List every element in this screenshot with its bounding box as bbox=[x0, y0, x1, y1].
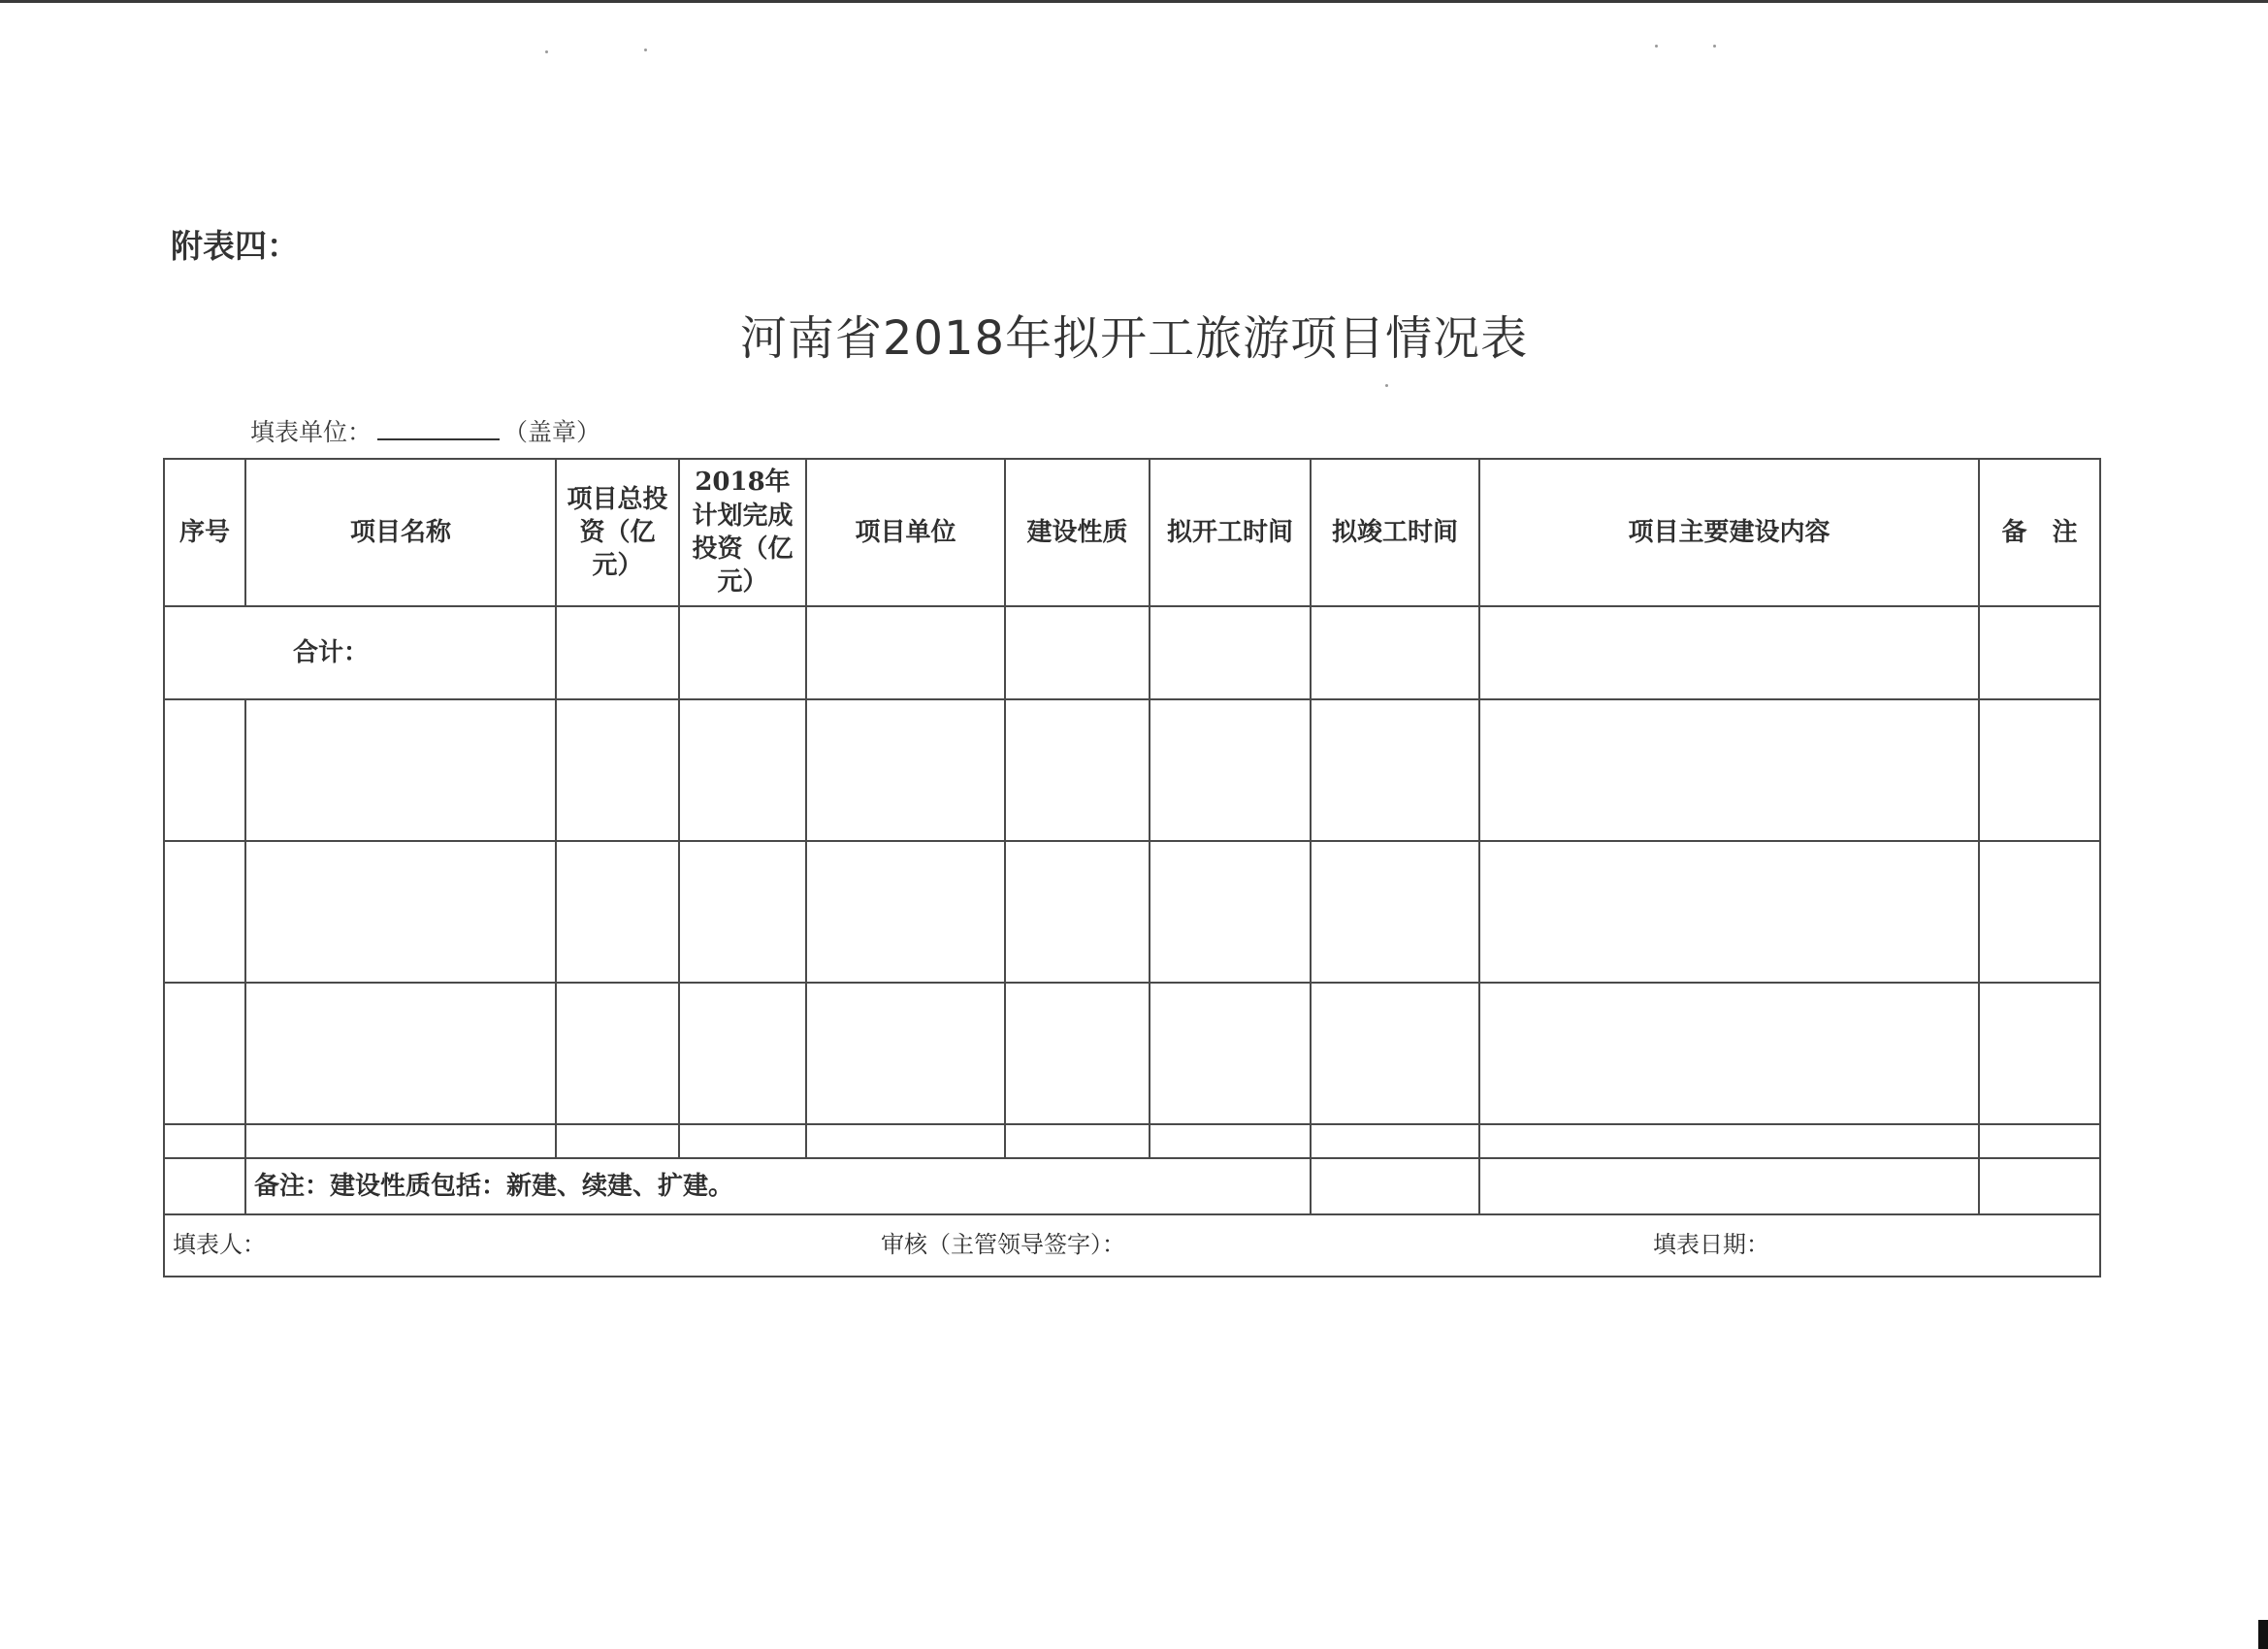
table-cell[interactable] bbox=[806, 606, 1005, 699]
table-header-row bbox=[164, 459, 2100, 606]
scan-top-edge bbox=[0, 0, 2268, 3]
table-cell[interactable] bbox=[1005, 606, 1150, 699]
table-cell[interactable] bbox=[1150, 606, 1311, 699]
filling-unit-line bbox=[250, 413, 600, 448]
scan-speck bbox=[1713, 45, 1716, 48]
document-title-text: 河南省2018年拟开工旅游项目情况表 bbox=[739, 311, 1529, 366]
table-cell[interactable] bbox=[1005, 699, 1150, 841]
fill-date-label: 填表日期： bbox=[1653, 1231, 1769, 1259]
table-cell[interactable] bbox=[245, 983, 556, 1124]
header-remarks: 备 注 bbox=[1979, 459, 2100, 606]
table-cell[interactable] bbox=[245, 841, 556, 983]
header-planned-start-time: 拟开工时间 bbox=[1150, 459, 1311, 606]
document-title bbox=[0, 301, 2268, 368]
table-cell[interactable] bbox=[1311, 606, 1479, 699]
table-cell[interactable] bbox=[679, 841, 806, 983]
table-cell[interactable] bbox=[556, 841, 679, 983]
table-cell[interactable] bbox=[245, 1124, 556, 1158]
table-cell[interactable] bbox=[1005, 983, 1150, 1124]
table-cell[interactable] bbox=[1150, 699, 1311, 841]
table-cell[interactable] bbox=[1979, 699, 2100, 841]
table-row bbox=[164, 1124, 2100, 1158]
total-label-cell bbox=[164, 606, 556, 699]
filling-unit-blank[interactable] bbox=[377, 417, 500, 440]
table-cell[interactable] bbox=[806, 841, 1005, 983]
header-planned-investment-2018: 2018年计划完成投资（亿元） bbox=[679, 459, 806, 606]
table-cell[interactable] bbox=[164, 983, 245, 1124]
reviewer-signature-label: 审核（主管领导签字）： bbox=[881, 1231, 1125, 1259]
scan-corner-mark bbox=[2258, 1620, 2268, 1649]
table-cell[interactable] bbox=[556, 699, 679, 841]
table-cell[interactable] bbox=[679, 606, 806, 699]
construction-nature-note: 备注：建设性质包括：新建、续建、扩建。 bbox=[245, 1158, 1311, 1214]
table-cell[interactable] bbox=[1479, 1124, 1979, 1158]
scan-speck bbox=[545, 50, 548, 53]
project-table bbox=[163, 458, 2101, 1277]
header-project-name: 项目名称 bbox=[245, 459, 556, 606]
table-cell[interactable] bbox=[679, 699, 806, 841]
table-row bbox=[164, 841, 2100, 983]
table-cell[interactable] bbox=[1479, 699, 1979, 841]
header-construction-nature: 建设性质 bbox=[1005, 459, 1150, 606]
form-filler-label: 填表人： bbox=[173, 1231, 266, 1259]
table-cell[interactable] bbox=[679, 983, 806, 1124]
header-main-construction-content: 项目主要建设内容 bbox=[1479, 459, 1979, 606]
table-cell[interactable] bbox=[1311, 1158, 1479, 1214]
header-project-unit: 项目单位 bbox=[806, 459, 1005, 606]
table-cell[interactable] bbox=[1479, 983, 1979, 1124]
stamp-label: （盖章） bbox=[503, 418, 601, 446]
table-cell[interactable] bbox=[1005, 1124, 1150, 1158]
signature-row bbox=[164, 1214, 2100, 1277]
table-row bbox=[164, 699, 2100, 841]
table-cell[interactable] bbox=[1311, 983, 1479, 1124]
header-total-investment: 项目总投资（亿元） bbox=[556, 459, 679, 606]
note-row bbox=[164, 1158, 2100, 1214]
table-cell[interactable] bbox=[1979, 841, 2100, 983]
table-cell[interactable] bbox=[556, 983, 679, 1124]
table-cell[interactable] bbox=[1979, 1158, 2100, 1214]
table-cell[interactable] bbox=[164, 1158, 245, 1214]
table-cell[interactable] bbox=[806, 699, 1005, 841]
appendix-label: 附表四： bbox=[171, 227, 299, 265]
total-label: 合计： bbox=[292, 637, 369, 667]
signature-cell bbox=[164, 1214, 2100, 1277]
header-serial-number: 序号 bbox=[164, 459, 245, 606]
table-cell[interactable] bbox=[1150, 983, 1311, 1124]
table-cell[interactable] bbox=[806, 1124, 1005, 1158]
table-cell[interactable] bbox=[1311, 1124, 1479, 1158]
table-cell[interactable] bbox=[806, 983, 1005, 1124]
table-cell[interactable] bbox=[1979, 606, 2100, 699]
table-cell[interactable] bbox=[164, 841, 245, 983]
scan-speck bbox=[1655, 45, 1658, 48]
table-cell[interactable] bbox=[1311, 841, 1479, 983]
table-cell[interactable] bbox=[1005, 841, 1150, 983]
scan-speck bbox=[1385, 384, 1388, 387]
table-cell[interactable] bbox=[245, 699, 556, 841]
table-cell[interactable] bbox=[1311, 699, 1479, 841]
table-cell[interactable] bbox=[1479, 841, 1979, 983]
table-cell[interactable] bbox=[164, 699, 245, 841]
header-planned-completion-time: 拟竣工时间 bbox=[1311, 459, 1479, 606]
table-cell[interactable] bbox=[1150, 1124, 1311, 1158]
table-cell[interactable] bbox=[556, 1124, 679, 1158]
table-cell[interactable] bbox=[679, 1124, 806, 1158]
table-cell[interactable] bbox=[1979, 983, 2100, 1124]
filling-unit-label: 填表单位： bbox=[250, 418, 373, 446]
total-row bbox=[164, 606, 2100, 699]
table-cell[interactable] bbox=[556, 606, 679, 699]
table-cell[interactable] bbox=[1979, 1124, 2100, 1158]
table-cell[interactable] bbox=[1150, 841, 1311, 983]
table-row bbox=[164, 983, 2100, 1124]
table-cell[interactable] bbox=[164, 1124, 245, 1158]
table-cell[interactable] bbox=[1479, 606, 1979, 699]
table-cell[interactable] bbox=[1479, 1158, 1979, 1214]
scan-speck bbox=[644, 48, 647, 51]
